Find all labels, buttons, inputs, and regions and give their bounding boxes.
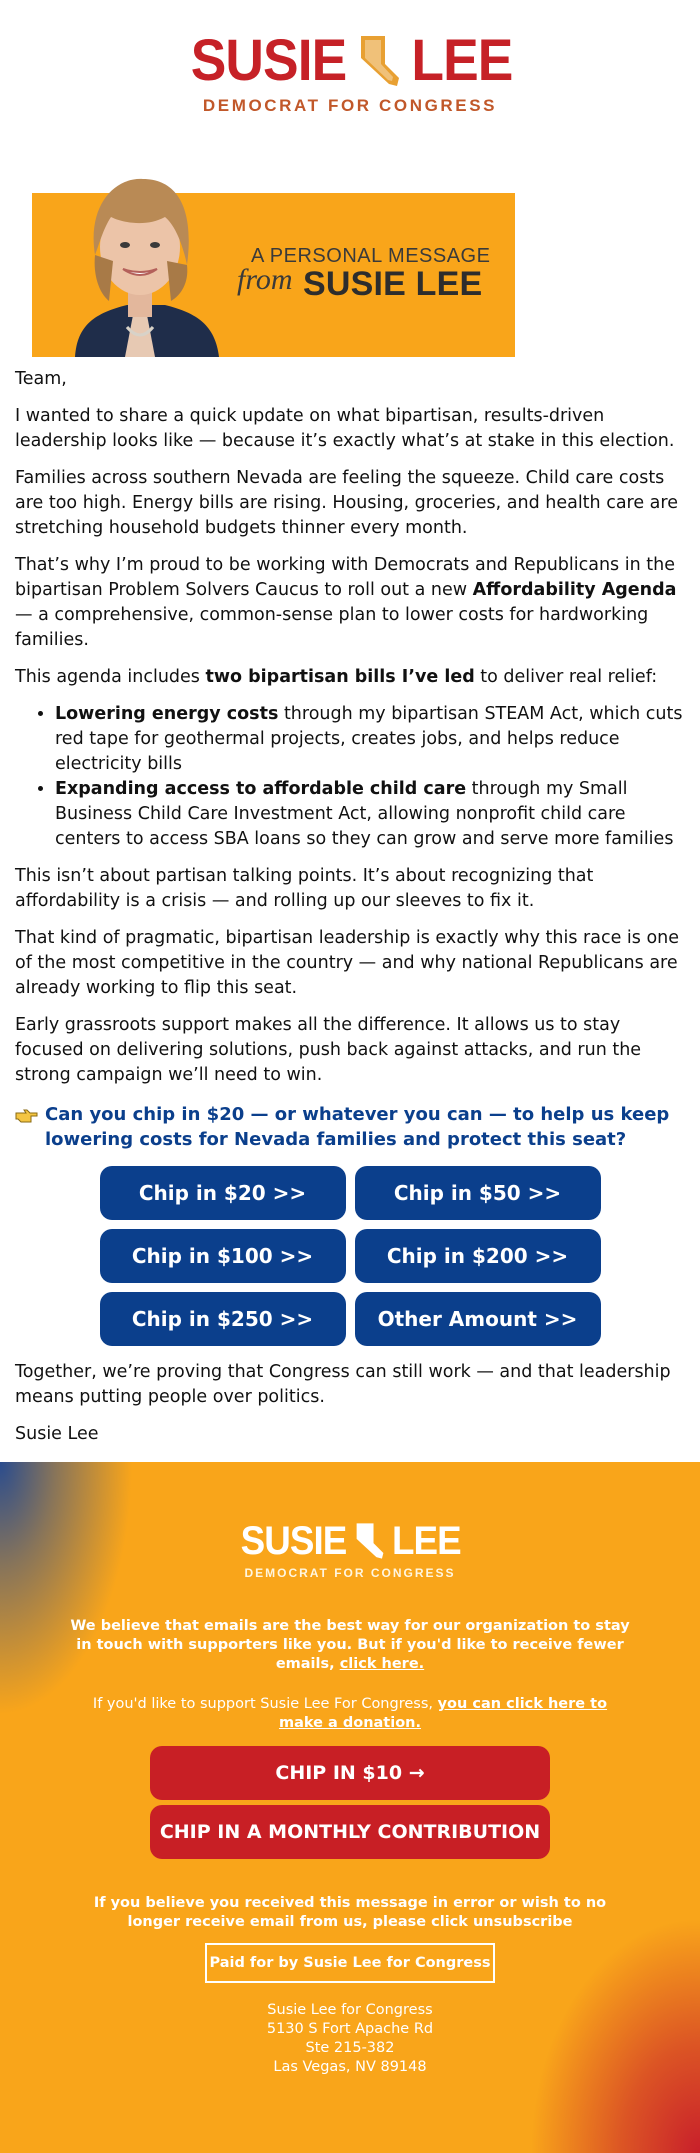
greeting: Team, xyxy=(15,369,67,389)
paid-for-disclaimer: Paid for by Susie Lee for Congress xyxy=(205,1943,495,1983)
address-line: Susie Lee for Congress xyxy=(267,2002,433,2018)
logo-first-name: SUSIE xyxy=(190,28,346,93)
chip-50-button[interactable]: Chip in $50 >> xyxy=(355,1166,601,1220)
banner-name: SUSIE LEE xyxy=(303,265,483,303)
paragraph-3-text-a: That’s why I’m proud to be working with Democrats and Republicans in the bipartisan Problem Solvers Caucus to roll out a new xyxy=(15,555,675,600)
bills-emphasis: two bipartisan bills I’ve led xyxy=(205,667,475,687)
paragraph-2: Families across southern Nevada are feeling the squeeze. Child care costs are too high. Energy bills are rising. Housing, groceries, and health care are stretching household budgets thinner every month. xyxy=(15,468,678,538)
banner-from: from xyxy=(237,263,293,296)
paragraph-3 xyxy=(15,553,685,653)
address-line: Ste 215-382 xyxy=(305,2040,395,2056)
footer-nevada-state-icon xyxy=(355,1522,385,1560)
logo-tagline: DEMOCRAT FOR CONGRESS xyxy=(202,96,498,115)
bullet-1-text: through my bipartisan STEAM Act, which cuts red tape for geothermal projects, creates jobs, and helps reduce electricity bills xyxy=(55,704,683,774)
chip-200-button[interactable]: Chip in $200 >> xyxy=(355,1229,601,1283)
paragraph-3-text-b: — a comprehensive, common-sense plan to lower costs for hardworking families. xyxy=(15,605,649,650)
header-logo[interactable] xyxy=(0,30,700,116)
support-copy: If you'd like to support Susie Lee For Congress, xyxy=(92,1696,438,1712)
footer-logo-tagline: DEMOCRAT FOR CONGRESS xyxy=(244,1566,456,1580)
candidate-portrait xyxy=(15,165,265,357)
footer-logo[interactable] xyxy=(0,1519,700,1580)
paragraph-5: This isn’t about partisan talking points. It’s about recognizing that affordability is a crisis — and rolling up our sleeves to fix it. xyxy=(15,866,594,911)
bullet-1-bold: Lowering energy costs xyxy=(55,704,279,724)
bill-list xyxy=(15,702,685,852)
monthly-contribution-button[interactable]: CHIP IN A MONTHLY CONTRIBUTION xyxy=(150,1805,550,1859)
paragraph-4-text-a: This agenda includes xyxy=(15,667,206,687)
paragraph-7: Early grassroots support makes all the difference. It allows us to stay focused on delivering solutions, push back against attacks, and run the strong campaign we’ll need to win. xyxy=(15,1015,642,1085)
paragraph-4-text-b: to deliver real relief: xyxy=(474,667,658,687)
donation-ask-text[interactable]: Can you chip in $20 — or whatever you can — to help us keep lowering costs for Nevada families and protect this seat? xyxy=(45,1104,670,1150)
signature: Susie Lee xyxy=(15,1424,99,1444)
footer-logo-last-name: LEE xyxy=(392,1519,461,1563)
paragraph-1: I wanted to share a quick update on what bipartisan, results-driven leadership looks like — because it’s exactly what’s at stake in this election. xyxy=(15,406,675,451)
bullet-2-text: through my Small Business Child Care Investment Act, allowing nonprofit child care centers to access SBA loans so they can grow and serve more families xyxy=(55,779,674,849)
letter-body xyxy=(15,367,685,1459)
footer xyxy=(0,1462,700,2153)
support-text xyxy=(70,1695,630,1733)
donation-button-grid xyxy=(15,1166,685,1346)
address-line: 5130 S Fort Apache Rd xyxy=(266,2021,434,2037)
chip-20-button[interactable]: Chip in $20 >> xyxy=(100,1166,346,1220)
other-amount-button[interactable]: Other Amount >> xyxy=(355,1292,601,1346)
banner-kicker: A PERSONAL MESSAGE xyxy=(251,245,491,267)
bullet-2-bold: Expanding access to affordable child care xyxy=(55,779,467,799)
closing-paragraph: Together, we’re proving that Congress can still work — and that leadership means putting people over politics. xyxy=(15,1362,671,1407)
address-line: Las Vegas, NV 89148 xyxy=(273,2059,427,2075)
paragraph-6: That kind of pragmatic, bipartisan leadership is exactly why this race is one of the most competitive in the country — and why national Republicans are already working to flip this seat. xyxy=(15,928,680,998)
personal-message-banner xyxy=(15,165,515,357)
email-preferences-text xyxy=(70,1617,630,1674)
list-item xyxy=(55,777,685,852)
pointing-hand-icon xyxy=(15,1105,39,1125)
chip-250-button[interactable]: Chip in $250 >> xyxy=(100,1292,346,1346)
donation-ask[interactable] xyxy=(15,1102,685,1152)
affordability-agenda-emphasis: Affordability Agenda xyxy=(472,580,677,600)
donation-link[interactable]: you can click here to make a donation. xyxy=(278,1696,608,1731)
list-item xyxy=(55,702,685,777)
chip-100-button[interactable]: Chip in $100 >> xyxy=(100,1229,346,1283)
chip-10-button[interactable]: CHIP IN $10 → xyxy=(150,1746,550,1800)
nevada-state-icon xyxy=(359,34,401,88)
footer-logo-first-name: SUSIE xyxy=(240,1519,347,1563)
mailing-address xyxy=(0,2001,700,2077)
fewer-emails-link[interactable]: click here. xyxy=(339,1656,425,1672)
email-preferences-copy: We believe that emails are the best way for our organization to stay in touch with supporters like you. But if you'd like to receive fewer emails, xyxy=(70,1618,630,1672)
logo-last-name: LEE xyxy=(411,28,513,93)
paragraph-4 xyxy=(15,665,685,690)
unsubscribe-text[interactable]: If you believe you received this message in error or wish to no longer receive email from us, please click unsubscribe xyxy=(93,1895,607,1930)
